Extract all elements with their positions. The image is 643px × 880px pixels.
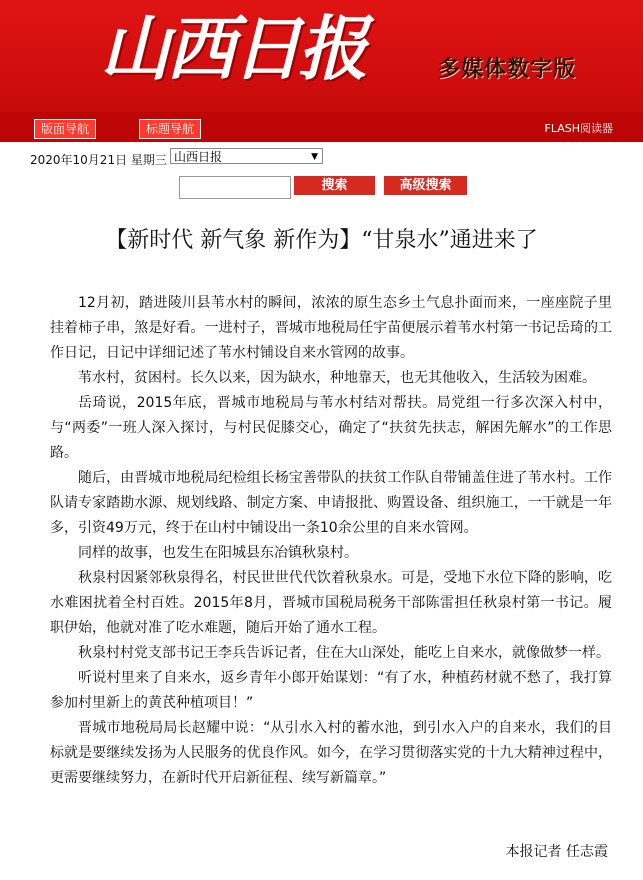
article-paragraph: 秋泉村村党支部书记王李兵告诉记者，住在大山深处，能吃上自来水，就像做梦一样。: [78, 645, 610, 661]
article-paragraph: 秋泉村因紧邻秋泉得名，村民世世代代饮着秋泉水。可是，受地下水位下降的影响，吃水难困扰着全村百姓。2015年8月，晋城市国税局税务干部陈雷担任秋泉村第一书记。履职伊始，他就对准了吃水难题，随后开始了通水工程。: [50, 570, 612, 636]
flash-reader-link[interactable]: FLASH阅读器: [544, 122, 613, 135]
article-paragraph: 12月初，踏进陵川县苇水村的瞬间，浓浓的原生态乡土气息扑面而来，一座座院子里挂着柿子串，煞是好看。一进村子，晋城市地税局任宇苗便展示着苇水村第一书记岳琦的工作日记，日记中详细记述了苇水村铺设自来水管网的故事。: [50, 295, 612, 361]
advanced-search-button[interactable]: 高级搜索: [384, 176, 467, 195]
issue-weekday: 星期三: [130, 153, 167, 167]
search-button[interactable]: 搜索: [294, 176, 375, 195]
article-paragraph: 听说村里来了自来水，返乡青年小郎开始谋划：“有了水，种植药材就不愁了，我打算参加村里新上的黄芪种植项目！”: [50, 670, 612, 711]
article-paragraph: 同样的故事，也发生在阳城县东冶镇秋泉村。: [78, 545, 358, 561]
edition-tagline: 多媒体数字版: [438, 57, 577, 82]
newspaper-logo: 山西日报: [100, 7, 364, 90]
masthead-banner: [0, 0, 643, 112]
article-paragraph: 随后，由晋城市地税局纪检组长杨宝善带队的扶贫工作队自带铺盖住进了苇水村。工作队请专家踏勘水源、规划线路、制定方案、申请报批、购置设备、组织施工，一干就是一年多，引资49万元，终于在山村中铺设出一条10余公里的自来水管网。: [50, 470, 612, 536]
article-title: 【新时代 新气象 新作为】“甘泉水”通进来了: [105, 228, 538, 253]
article-paragraph: 晋城市地税局局长赵耀中说：“从引水入村的蓄水池，到引水入户的自来水，我们的目标就是要继续发扬为人民服务的优良作风。如今，在学习贯彻落实党的十九大精神过程中，更需要继续努力，在新时代开启新征程、续写新篇章。”: [50, 720, 612, 786]
title-nav-button[interactable]: 标题导航: [139, 119, 201, 139]
paper-select-value: 山西日报: [174, 150, 223, 164]
issue-date: 2020年10月21日: [30, 153, 128, 167]
article-paragraph: 苇水村，贫困村。长久以来，因为缺水，种地靠天，也无其他收入，生活较为困难。: [78, 370, 596, 386]
article-byline: 本报记者 任志霞: [505, 844, 608, 860]
article-paragraph: 岳琦说，2015年底，晋城市地税局与苇水村结对帮扶。局党组一行多次深入村中，与“两委”一班人深入探讨，与村民促膝交心，确定了“扶贫先扶志，解困先解水”的工作思路。: [50, 395, 612, 461]
article-body: [50, 291, 612, 791]
dropdown-arrow-icon: ▼: [311, 152, 318, 162]
page-nav-button[interactable]: 版面导航: [34, 119, 96, 139]
paper-select[interactable]: [170, 148, 323, 164]
date-line: [30, 151, 167, 168]
search-input[interactable]: [179, 176, 291, 199]
